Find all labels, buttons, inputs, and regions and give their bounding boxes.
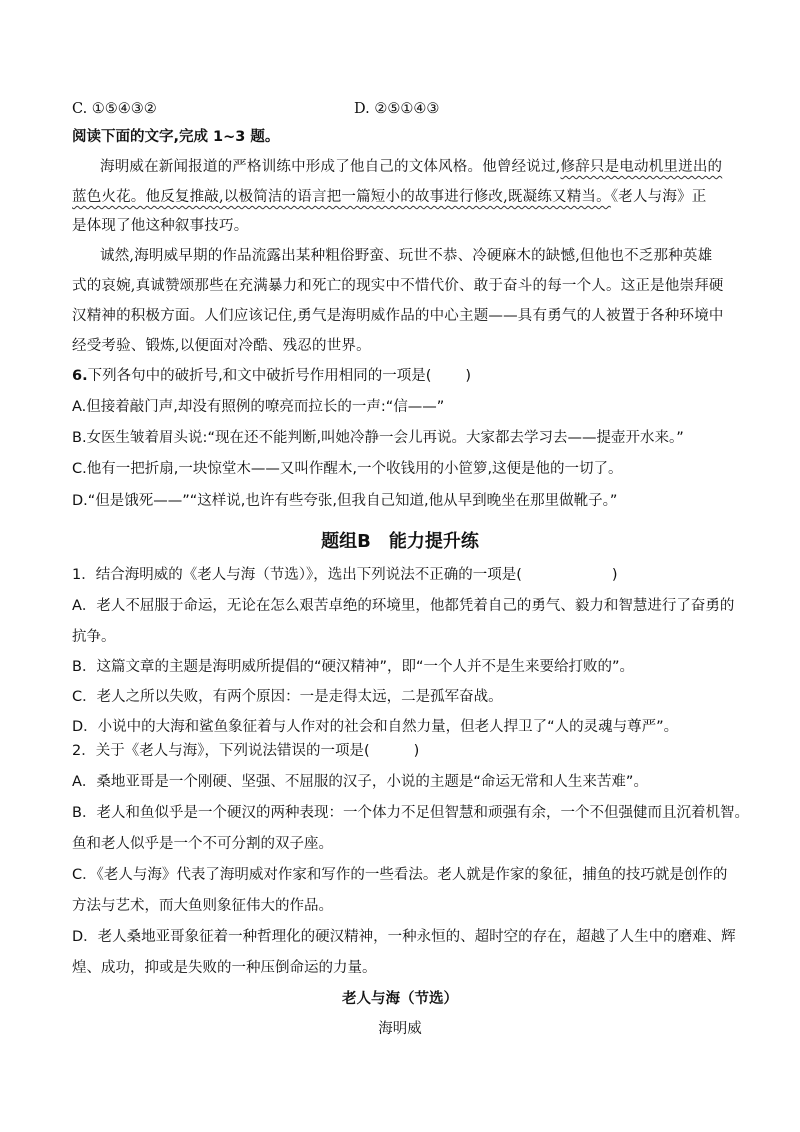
question-6-option-a: A.但接着敲门声,却没有照例的嘹亮而拉长的一声:“信——” [72, 399, 445, 415]
question-2-option-b-line2: 鱼和老人似乎是一个不可分割的双子座。 [72, 836, 333, 852]
paren-close: ) [611, 567, 618, 583]
passage-p2-line1: 诚然,海明威早期的作品流露出某种粗俗野蛮、玩世不恭、冷硬麻木的缺憾,但他也不乏那种英雄 [100, 248, 713, 264]
question-1-option-d: D．小说中的大海和鲨鱼象征着与人作对的社会和自然力量，但老人捍卫了“人的灵魂与尊严”。 [72, 719, 679, 735]
excerpt-title: 老人与海（节选） [342, 991, 458, 1007]
question-1-option-b: B．这篇文章的主题是海明威所提倡的“硬汉精神”，即“一个人并不是生来要给打败的”。 [72, 659, 634, 675]
question-text: 2．关于《老人与海》，下列说法错误的一项是( [72, 743, 370, 759]
question-text: 1．结合海明威的《老人与海（节选）》，选出下列说法不正确的一项是( [72, 567, 522, 583]
question-6-option-b: B.女医生皱着眉头说:“现在还不能判断,叫她冷静一会儿再说。大家都去学习去——提壶开水来。” [72, 430, 684, 446]
passage-p1-line2 [72, 187, 706, 207]
question-1-option-a-line1: A．老人不屈服于命运，无论在怎么艰苦卓绝的环境里，他都凭着自己的勇气、毅力和智慧进行了奋勇的 [72, 598, 735, 614]
paren-close: ) [413, 743, 420, 759]
group-heading: 题组B 能力提升练 [321, 531, 479, 552]
question-1-option-c: C．老人之所以失败，有两个原因：一是走得太远，二是孤军奋战。 [72, 689, 503, 705]
excerpt-author: 海明威 [378, 1021, 422, 1037]
question-6-stem [72, 366, 471, 386]
question-2-option-d-line1: D．老人桑地亚哥象征着一种哲理化的硬汉精神，一种永恒的、超时空的存在，超越了人生中的磨难、辉 [72, 929, 736, 945]
passage-text: 《老人与海》正 [610, 189, 707, 205]
underlined-text: 修辞只是电动机里迸出的 [560, 159, 723, 175]
question-6-option-d: D.“但是饿死——”“这样说,也许有些夸张,但我自己知道,他从早到晚坐在那里做靴子。” [72, 493, 618, 509]
question-text: 下列各句中的破折号,和文中破折号作用相同的一项是( [87, 368, 432, 384]
question-2-option-c-line1: C．《老人与海》代表了海明威对作家和写作的一些看法。老人就是作家的象征，捕鱼的技巧就是创作的 [72, 867, 728, 883]
question-2-option-c-line2: 方法与艺术，而大鱼则象征伟大的作品。 [72, 898, 333, 914]
passage-text: 海明威在新闻报道的严格训练中形成了他自己的文体风格。他曾经说过, [100, 159, 561, 175]
question-6-option-c: C.他有一把折扇,一块惊堂木——又叫作醒木,一个收钱用的小笸箩,这便是他的一切了。 [72, 461, 623, 477]
question-2-option-d-line2: 煌、成功，抑或是失败的一种压倒命运的力量。 [72, 960, 377, 976]
question-1-option-a-line2: 抗争。 [72, 629, 116, 645]
option-c-prev: C. ①⑤④③② [72, 101, 157, 117]
option-d-prev: D. ②⑤①④③ [354, 101, 440, 117]
passage-p1-line1 [100, 157, 722, 177]
passage-p2-line4: 经受考验、锻炼,以便面对冷酷、残忍的世界。 [72, 338, 371, 354]
passage-p2-line3: 汉精神的积极方面。人们应该记住,勇气是海明威作品的中心主题——具有勇气的人被置于各种环境中 [72, 308, 724, 324]
underlined-text: 蓝色火花。他反复推敲,以极简洁的语言把一篇短小的故事进行修改,既凝练又精当。 [72, 189, 611, 205]
question-2-stem [72, 741, 419, 761]
question-2-option-b-line1: B．老人和鱼似乎是一个硬汉的两种表现：一个体力不足但智慧和顽强有余，一个不但强健而且沉着机智。 [72, 805, 749, 821]
passage-p2-line2: 式的哀婉,真诚赞颂那些在充满暴力和死亡的现实中不惜代价、敢于奋斗的每一个人。这正是他崇拜硬 [72, 278, 724, 294]
reading-instruction: 阅读下面的文字,完成 1~3 题。 [72, 129, 280, 145]
question-number: 6. [72, 368, 88, 384]
question-1-stem [72, 565, 618, 585]
question-2-option-a: A．桑地亚哥是一个刚硬、坚强、不屈服的汉子，小说的主题是“命运无常和人生来苦难”。 [72, 774, 648, 790]
passage-p1-line3: 是体现了他这种叙事技巧。 [72, 218, 249, 234]
paren-close: ) [465, 368, 472, 384]
